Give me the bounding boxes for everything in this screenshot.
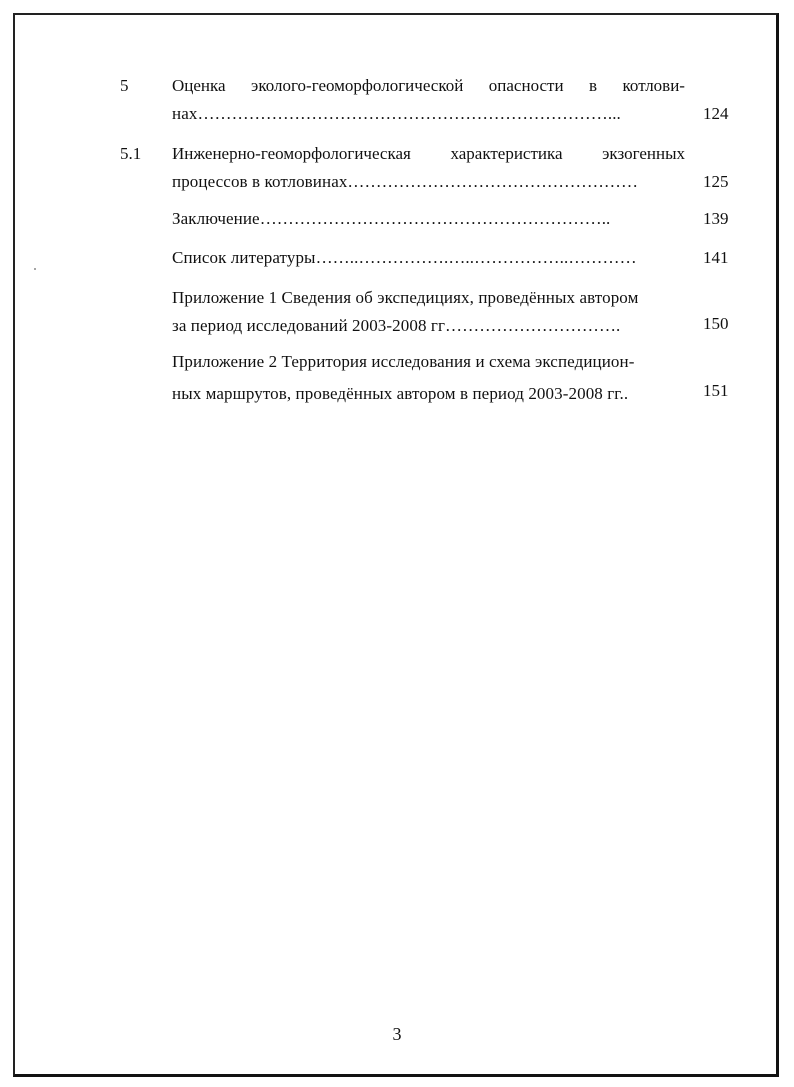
toc-entry-title-line1 xyxy=(172,76,685,96)
toc-word: в xyxy=(589,76,598,95)
toc-word: экзогенных xyxy=(602,144,685,163)
toc-entry-title: Список литературы……..…………….…..……………..………… xyxy=(172,248,637,267)
toc-entry-page: 125 xyxy=(703,172,729,191)
toc-word: характеристика xyxy=(450,144,563,163)
toc-word: Оценка xyxy=(172,76,226,95)
toc-entry-title-line2: ных маршрутов, проведённых автором в период 2003-2008 гг.. xyxy=(172,384,629,403)
toc-entry-page: 139 xyxy=(703,209,729,228)
toc-entry-title-line1: Приложение 2 Территория исследования и схема экспедицион- xyxy=(172,352,635,371)
toc-entry-number: 5.1 xyxy=(120,144,142,163)
toc-entry-page: 150 xyxy=(703,314,729,333)
toc-entry-title-line1: Приложение 1 Сведения об экспедициях, проведённых автором xyxy=(172,288,639,307)
toc-word: опасности xyxy=(488,76,564,95)
toc-entry-page: 124 xyxy=(703,104,729,123)
scan-speck xyxy=(34,268,36,270)
toc-word: котлови- xyxy=(622,76,685,95)
toc-word: эколого-геоморфологической xyxy=(251,76,464,95)
toc-entry-page: 151 xyxy=(703,381,729,400)
toc-word: Инженерно-геоморфологическая xyxy=(172,144,411,163)
toc-entry-title: Заключение…………………………………………………….. xyxy=(172,209,611,228)
toc-entry-title-line2: нах………………………………………………………………... xyxy=(172,104,621,123)
toc-entry-page: 141 xyxy=(703,248,729,267)
toc-entry-number: 5 xyxy=(120,76,129,95)
toc-entry-title-line1 xyxy=(172,144,685,164)
toc-entry-title-line2: за период исследований 2003-2008 гг…………………………. xyxy=(172,316,621,335)
page-number: 3 xyxy=(392,1024,402,1044)
toc-entry-title-line2: процессов в котловинах…………………………………………… xyxy=(172,172,639,191)
